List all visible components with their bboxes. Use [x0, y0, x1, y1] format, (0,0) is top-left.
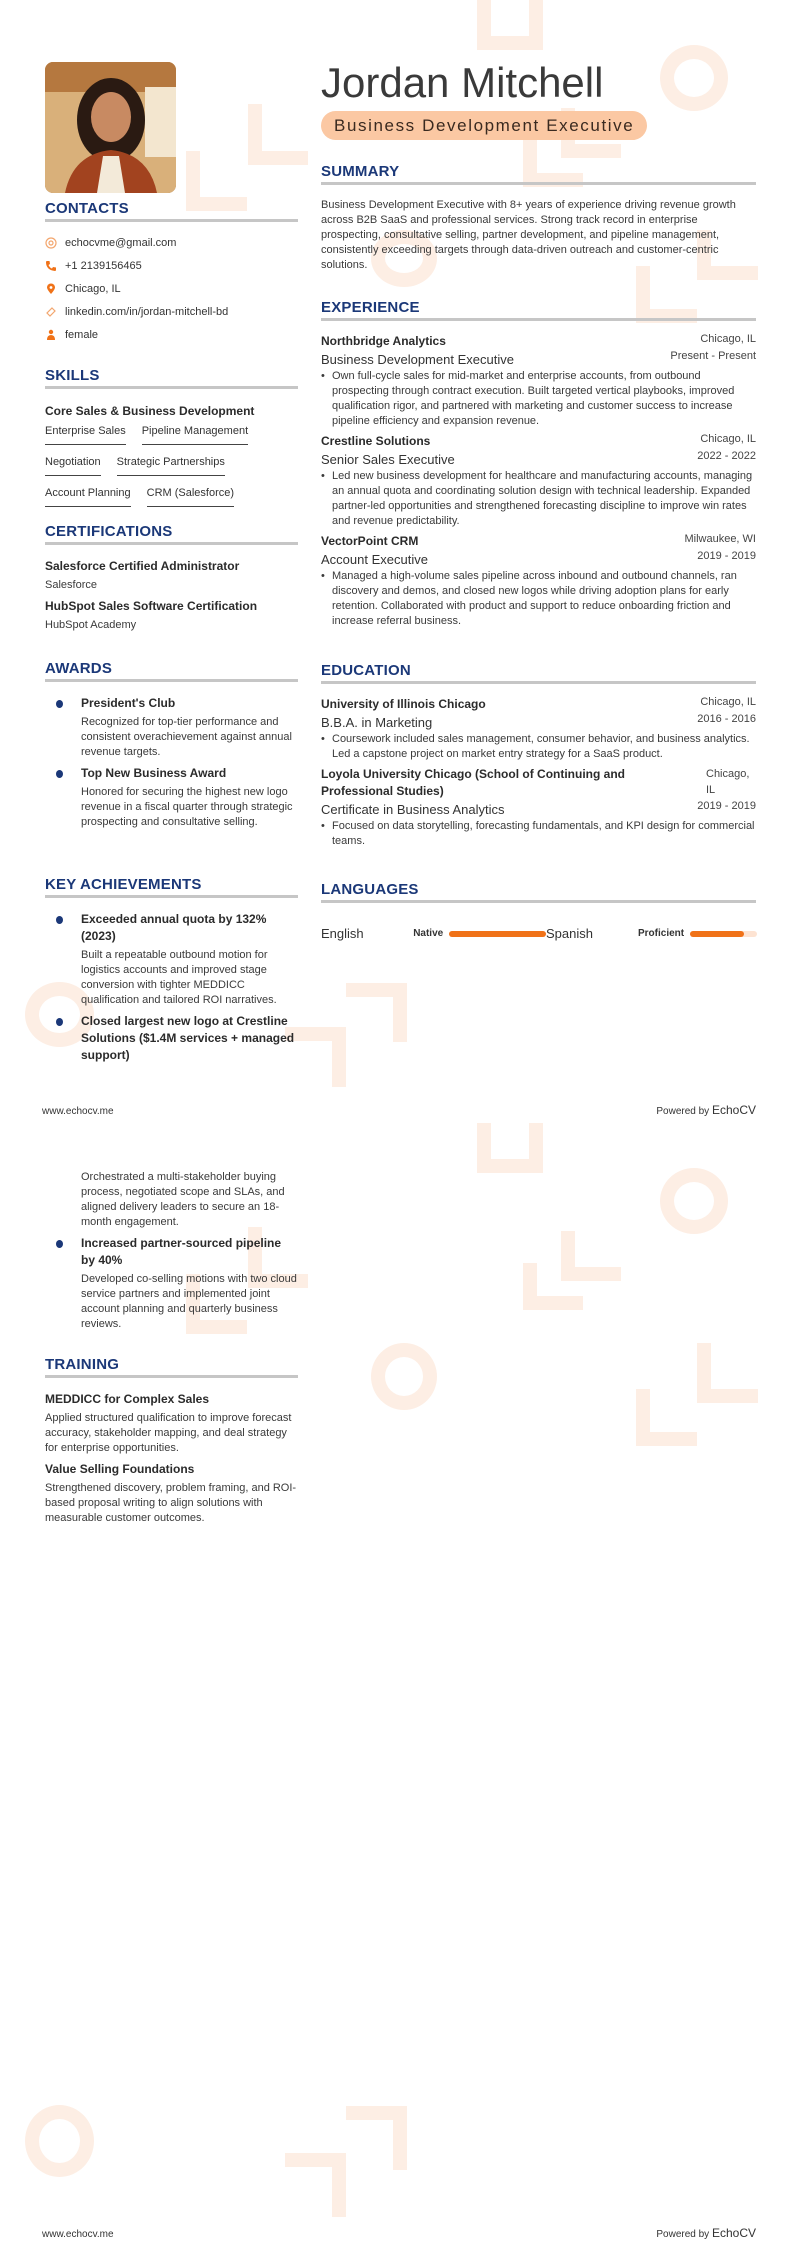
achievements-continued [45, 1170, 298, 1332]
brand-name: EchoCV [711, 2226, 756, 2240]
company: VectorPoint CRM [321, 534, 419, 548]
contact-location [45, 277, 298, 300]
section-heading: CONTACTS [45, 200, 298, 222]
decor-ring [371, 1343, 437, 1410]
skill-tag: Account Planning [45, 482, 131, 507]
achievement-desc: Built a repeatable outbound motion for logistics accounts and improved stage conversion with tighter MEDDICC qualification and tailored ROI narratives. [81, 949, 277, 1006]
language-level-bar [449, 931, 546, 937]
section-heading: LANGUAGES [321, 881, 756, 903]
dates: 2016 - 2016 [697, 713, 756, 725]
awards-section [45, 660, 298, 830]
contact-phone[interactable] [45, 254, 298, 277]
degree: B.B.A. in Marketing [321, 715, 433, 730]
section-heading: KEY ACHIEVEMENTS [45, 876, 298, 898]
brand-name: EchoCV [711, 1103, 756, 1117]
achievements-section [45, 876, 298, 1064]
location-pin-icon [45, 283, 57, 295]
contact-text: female [65, 328, 99, 341]
skill-tag: Negotiation [45, 451, 101, 476]
candidate-name: Jordan Mitchell [321, 59, 604, 106]
decor-ring [660, 45, 728, 111]
contact-text: echocvme@gmail.com [65, 236, 177, 249]
achievement-desc: Developed co-selling motions with two cloud service partners and implemented joint account planning and quarterly business reviews. [81, 1273, 297, 1330]
company: Crestline Solutions [321, 434, 431, 448]
bullet: • Led new business development for healthcare and manufacturing accounts, managing an annual quota and coordinating solution design with technical leadership. Expanded partner-led opportunities and strengthened forecasting discipline to improve win rates and revenue predictability. [321, 469, 756, 529]
skill-group-title: Core Sales & Business Development [45, 404, 255, 418]
section-heading: EDUCATION [321, 662, 756, 684]
section-heading: TRAINING [45, 1356, 298, 1378]
powered-label: Powered by [656, 1106, 710, 1117]
award-title: President's Club [81, 696, 176, 710]
achievement-item [45, 1235, 298, 1332]
award-title: Top New Business Award [81, 766, 227, 780]
skill-tag: CRM (Salesforce) [147, 482, 234, 507]
decor-corner [285, 2153, 346, 2217]
decor-bracket [477, 0, 543, 50]
contacts-section [45, 200, 298, 346]
resume-page-2 [0, 1123, 794, 2246]
education-item [321, 766, 756, 849]
education-item [321, 696, 756, 762]
language-item [321, 926, 546, 941]
bullet: • Focused on data storytelling, forecasting fundamentals, and KPI design for commercial teams. [321, 819, 756, 849]
bullet: • Own full-cycle sales for mid-market and enterprise accounts, from outbound prospecting through contract execution. Built targeted vertical playbooks, improved qualification rigor, and partnered with marketing and customer success to increase pipeline efficiency and expansion revenue. [321, 369, 756, 429]
achievement-item [45, 1013, 298, 1064]
decor-l [636, 1389, 697, 1446]
training-desc: Strengthened discovery, problem framing, and ROI-based proposal writing to align solutions with measurable customer outcomes. [45, 1482, 297, 1524]
cert-issuer: Salesforce [45, 579, 97, 591]
experience-section [321, 299, 756, 629]
decor-l [561, 1231, 621, 1281]
dates: 2019 - 2019 [697, 800, 756, 812]
dates: 2019 - 2019 [697, 550, 756, 562]
location: Chicago, IL [700, 333, 756, 345]
school: Loyola University Chicago (School of Continuing and Professional Studies) [321, 767, 626, 798]
section-heading: AWARDS [45, 660, 298, 682]
link-icon [45, 306, 57, 318]
section-heading: SUMMARY [321, 163, 756, 185]
school: University of Illinois Chicago [321, 697, 486, 711]
award-item [45, 765, 298, 830]
language-name: English [321, 926, 364, 941]
education-section [321, 662, 756, 849]
contact-text: +1 2139156465 [65, 259, 142, 272]
summary-section [321, 163, 756, 273]
training-section [45, 1356, 298, 1526]
decor-corner [346, 2106, 407, 2170]
language-level-bar [690, 931, 757, 937]
achievement-item [45, 911, 298, 1008]
contact-linkedin[interactable] [45, 300, 298, 323]
decor-ring [660, 1168, 728, 1234]
experience-item [321, 433, 756, 529]
language-level: Native [413, 928, 444, 939]
degree: Certificate in Business Analytics [321, 802, 505, 817]
dates: 2022 - 2022 [697, 450, 756, 462]
footer-powered [656, 2226, 756, 2240]
contact-email[interactable] [45, 231, 298, 254]
skill-tag: Strategic Partnerships [117, 451, 225, 476]
location: Chicago, IL [700, 696, 756, 708]
experience-item [321, 533, 756, 629]
footer-site-link[interactable]: www.echocv.me [42, 2229, 114, 2240]
decor-ring [25, 2105, 94, 2177]
footer-site-link[interactable]: www.echocv.me [42, 1106, 114, 1117]
person-icon [45, 329, 57, 341]
decor-l [697, 1343, 758, 1403]
skills-section [45, 367, 298, 513]
section-heading: CERTIFICATIONS [45, 523, 298, 545]
powered-label: Powered by [656, 2229, 710, 2240]
decor-bracket [477, 1123, 543, 1173]
training-desc: Applied structured qualification to improve forecast accuracy, stakeholder mapping, and deal strategy for enterprise opportunities. [45, 1412, 292, 1454]
decor-corner [346, 983, 407, 1042]
section-heading: SKILLS [45, 367, 298, 389]
location: Chicago, IL [700, 433, 756, 445]
contact-gender [45, 323, 298, 346]
language-name: Spanish [546, 926, 593, 941]
role: Senior Sales Executive [321, 452, 455, 467]
skill-tag: Pipeline Management [142, 420, 248, 445]
language-level: Proficient [638, 928, 685, 939]
cert-name: Salesforce Certified Administrator [45, 559, 240, 573]
language-level-fill [449, 931, 546, 937]
language-level-fill [690, 931, 744, 937]
company: Northbridge Analytics [321, 334, 446, 348]
location: Chicago, IL [706, 768, 750, 796]
bullet: • Managed a high-volume sales pipeline across inbound and outbound channels, ran discovery and demos, and closed new logos while driving adoption plans for early retention. Collaborated with product and support to reduce onboarding friction and increase referral business. [321, 569, 756, 629]
at-icon [45, 237, 57, 249]
award-item [45, 695, 298, 760]
profile-photo [45, 62, 176, 193]
award-desc: Honored for securing the highest new logo revenue in a fiscal quarter through strategic prospecting and consultative selling. [81, 786, 293, 828]
location: Milwaukee, WI [684, 533, 756, 545]
cert-name: HubSpot Sales Software Certification [45, 599, 258, 613]
role: Business Development Executive [321, 352, 514, 367]
language-item [546, 926, 757, 941]
bullet: • Coursework included sales management, consumer behavior, and business analytics. Led a capstone project on market entry strategy for a SaaS product. [321, 732, 756, 762]
skill-tag: Enterprise Sales [45, 420, 126, 445]
languages-section [321, 881, 756, 941]
achievement-title: Increased partner-sourced pipeline by 40% [81, 1236, 282, 1267]
phone-icon [45, 260, 57, 272]
training-title: Value Selling Foundations [45, 1462, 195, 1476]
achievement-title: Exceeded annual quota by 132% (2023) [81, 912, 267, 943]
dates: Present - Present [670, 350, 756, 362]
contact-text: Chicago, IL [65, 282, 121, 295]
achievement-desc: Orchestrated a multi-stakeholder buying process, negotiated scope and SLAs, and aligned delivery leaders to secure an 18-month engagement. [81, 1171, 285, 1228]
decor-l [248, 104, 308, 165]
contact-text: linkedin.com/in/jordan-mitchell-bd [65, 305, 229, 318]
award-desc: Recognized for top-tier performance and consistent overachievement against annual revenue targets. [81, 716, 292, 758]
training-title: MEDDICC for Complex Sales [45, 1392, 210, 1406]
role: Account Executive [321, 552, 428, 567]
footer-powered [656, 1103, 756, 1117]
summary-text: Business Development Executive with 8+ years of experience driving revenue growth across B2B SaaS and professional services. Strong track record in enterprise prospecting, consultative selling, partner development, and pipeline management, consistently exceeding targets through data-driven outreach and customer-centric solutions. [321, 199, 736, 271]
certifications-section [45, 523, 298, 633]
experience-item [321, 333, 756, 429]
achievement-title: Closed largest new logo at Crestline Solutions ($1.4M services + managed support) [81, 1014, 295, 1062]
cert-issuer: HubSpot Academy [45, 619, 137, 631]
section-heading: EXPERIENCE [321, 299, 756, 321]
job-title-pill: Business Development Executive [321, 111, 647, 140]
